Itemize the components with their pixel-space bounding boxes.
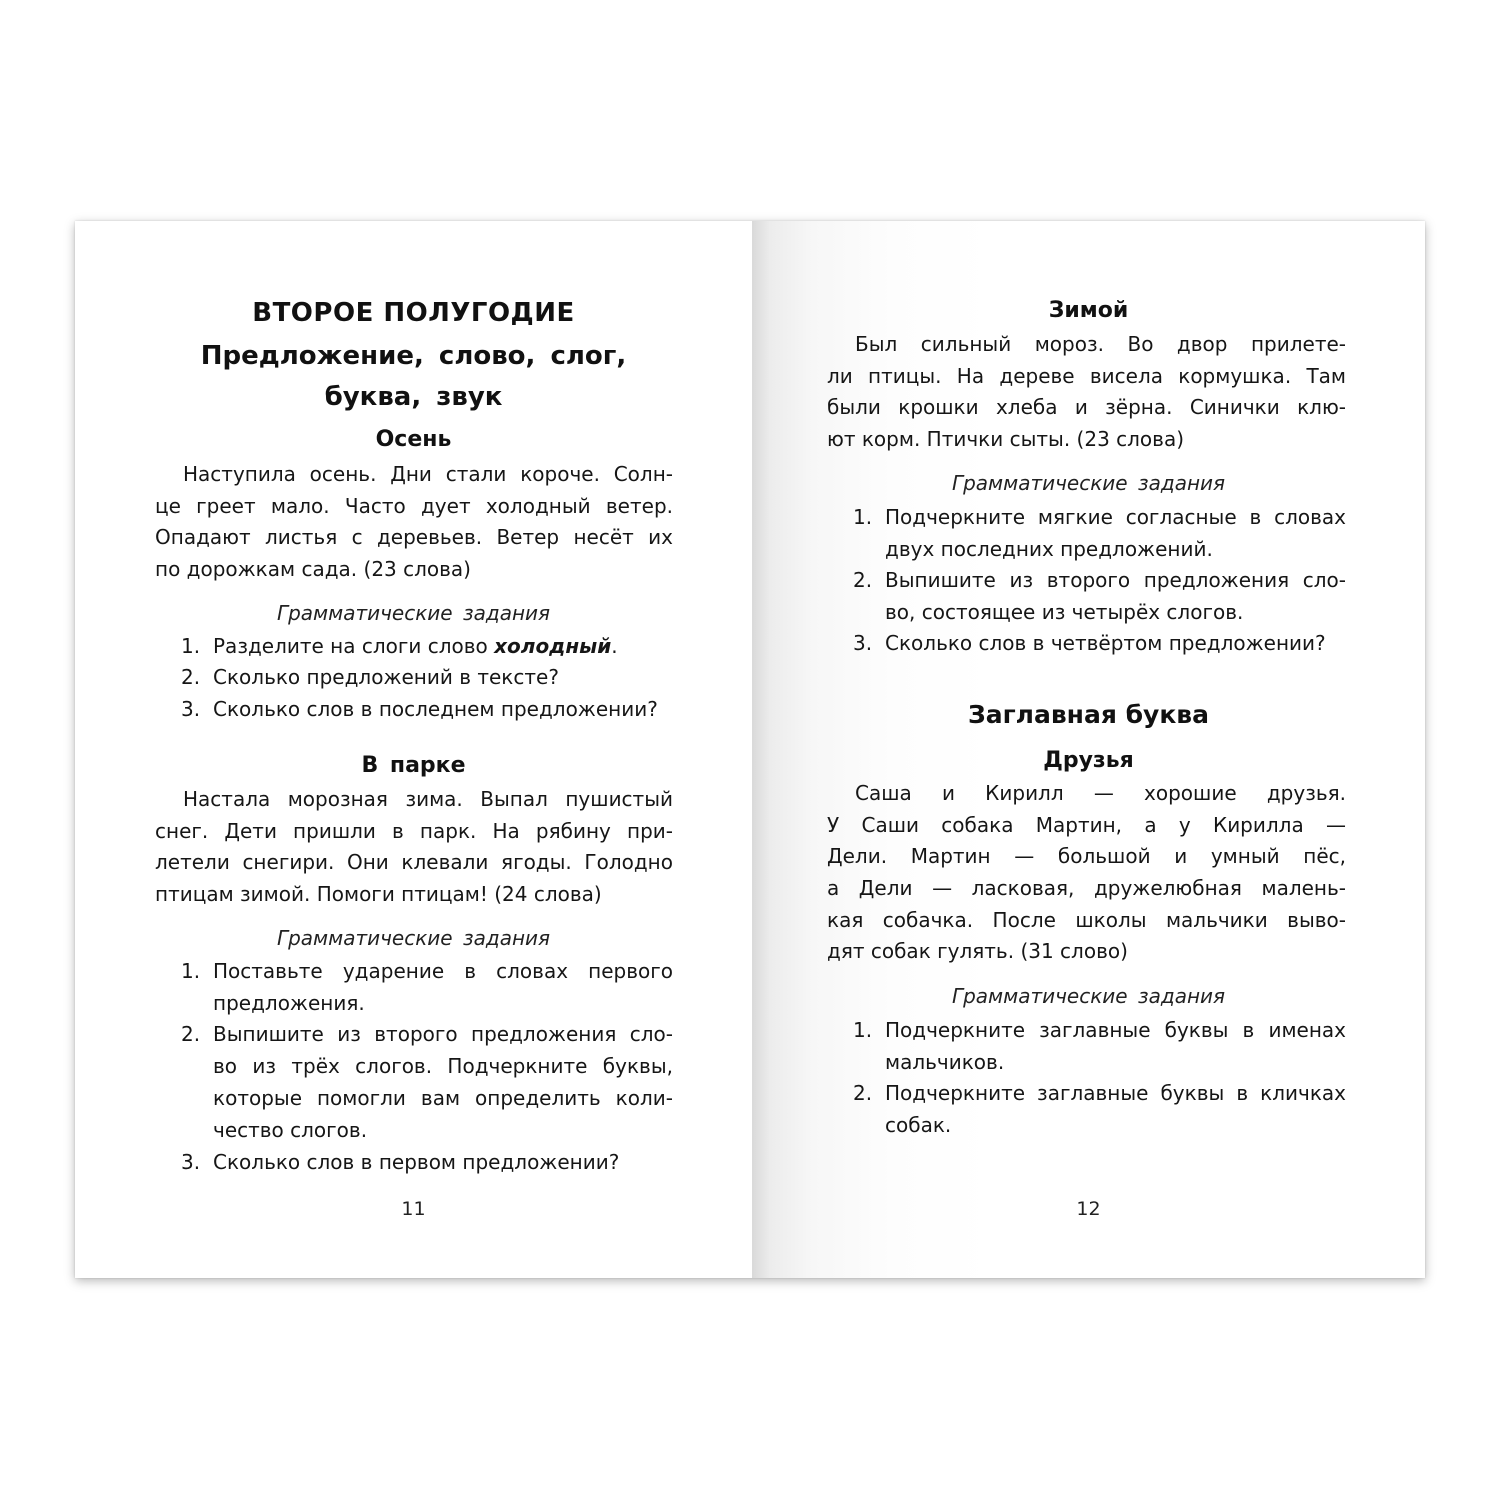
paragraph-line: Был сильный мороз. Во двор прилете-	[855, 332, 1346, 356]
paragraph-line: а Дели — ласковая, дружелюбная малень-	[827, 876, 1346, 900]
tasks-heading: Грамматические задания	[951, 471, 1226, 495]
paragraph-line: ют корм. Птички сыты. (23 слова)	[827, 427, 1185, 451]
topic-title-line1: Предложение, слово, слог,	[200, 341, 627, 371]
task-number: 2.	[853, 568, 873, 592]
task-text: Выпишите из второго предложения сло-	[213, 1022, 673, 1046]
book-spread	[75, 221, 1425, 1278]
paragraph-line: Дели. Мартин — большой и умный пёс,	[827, 844, 1346, 868]
paragraph-line: по дорожкам сада. (23 слова)	[155, 557, 471, 581]
paragraph-line: У Саши собака Мартин, а у Кирилла —	[827, 813, 1346, 837]
task-number: 1.	[853, 1018, 873, 1042]
task-text: которые помогли вам определить коли-	[213, 1086, 673, 1110]
right-page	[752, 221, 1425, 1278]
paragraph-line: ли птицы. На дереве висела кормушка. Там	[827, 364, 1346, 388]
task-number: 2.	[181, 665, 201, 689]
tasks-heading: Грамматические задания	[276, 601, 551, 625]
task-text: Поставьте ударение в словах первого	[213, 959, 673, 983]
paragraph-line: це греет мало. Часто дует холодный ветер.	[155, 494, 673, 518]
task-number: 3.	[181, 1150, 201, 1174]
task-text: Сколько слов в четвёртом предложении?	[885, 631, 1326, 655]
paragraph-line: Настала морозная зима. Выпал пушистый	[183, 787, 673, 811]
task-number: 2.	[181, 1022, 201, 1046]
task-number: 1.	[853, 505, 873, 529]
paragraph-line: были крошки хлеба и зёрна. Синички клю-	[827, 395, 1346, 419]
text-title-osen: Осень	[375, 427, 452, 452]
task-text-post: .	[611, 634, 618, 658]
task-text: Подчеркните мягкие согласные в словах	[885, 505, 1346, 529]
paragraph-line: Наступила осень. Дни стали короче. Солн-	[183, 462, 673, 486]
tasks-heading: Грамматические задания	[276, 926, 551, 950]
paragraph-line: дят собак гулять. (31 слово)	[827, 939, 1128, 963]
task-text: чество слогов.	[213, 1118, 368, 1142]
task-text: мальчиков.	[885, 1050, 1005, 1074]
text-title-zimoy: Зимой	[1048, 298, 1129, 323]
paragraph-line: снег. Дети пришли в парк. На рябину при-	[155, 819, 673, 843]
topic-title-line2: буква, звук	[324, 382, 503, 412]
task-text-pre: Разделите на слоги слово	[213, 634, 495, 658]
task-text: Выпишите из второго предложения сло-	[885, 568, 1346, 592]
text-title-v-parke: В парке	[361, 753, 466, 778]
task-text: Подчеркните заглавные буквы в кличках	[885, 1081, 1346, 1105]
task-number: 2.	[853, 1081, 873, 1105]
task-text	[213, 632, 618, 660]
topic-title: Заглавная буква	[967, 700, 1209, 729]
paragraph-line: кая собачка. После школы мальчики выво-	[827, 908, 1346, 932]
page-number: 12	[1076, 1198, 1101, 1220]
paragraph-line: птицам зимой. Помоги птицам! (24 слова)	[155, 882, 602, 906]
task-text: собак.	[885, 1113, 952, 1137]
paragraph-line: Опадают листья с деревьев. Ветер несёт их	[155, 525, 673, 549]
task-text: во, состоящее из четырёх слогов.	[885, 600, 1244, 624]
task-number: 3.	[181, 697, 201, 721]
task-text: Сколько слов в первом предложении?	[213, 1150, 620, 1174]
task-text: Подчеркните заглавные буквы в именах	[885, 1018, 1346, 1042]
tasks-heading: Грамматические задания	[951, 984, 1226, 1008]
task-text: Сколько слов в последнем предложении?	[213, 697, 658, 721]
section-title: ВТОРОЕ ПОЛУГОДИЕ	[252, 298, 575, 328]
left-page	[75, 221, 752, 1278]
text-title-druzya: Друзья	[1043, 748, 1134, 773]
emphasized-word: холодный	[494, 634, 612, 658]
task-number: 3.	[853, 631, 873, 655]
task-text: во из трёх слогов. Подчеркните буквы,	[213, 1054, 673, 1078]
paragraph-line: летели снегири. Они клевали ягоды. Голодно	[155, 850, 673, 874]
task-number: 1.	[181, 959, 201, 983]
task-text: двух последних предложений.	[885, 537, 1213, 561]
task-number: 1.	[181, 634, 201, 658]
page-number: 11	[401, 1198, 426, 1220]
task-text: Сколько предложений в тексте?	[213, 665, 559, 689]
task-text: предложения.	[213, 991, 365, 1015]
paragraph-line: Саша и Кирилл — хорошие друзья.	[855, 781, 1346, 805]
